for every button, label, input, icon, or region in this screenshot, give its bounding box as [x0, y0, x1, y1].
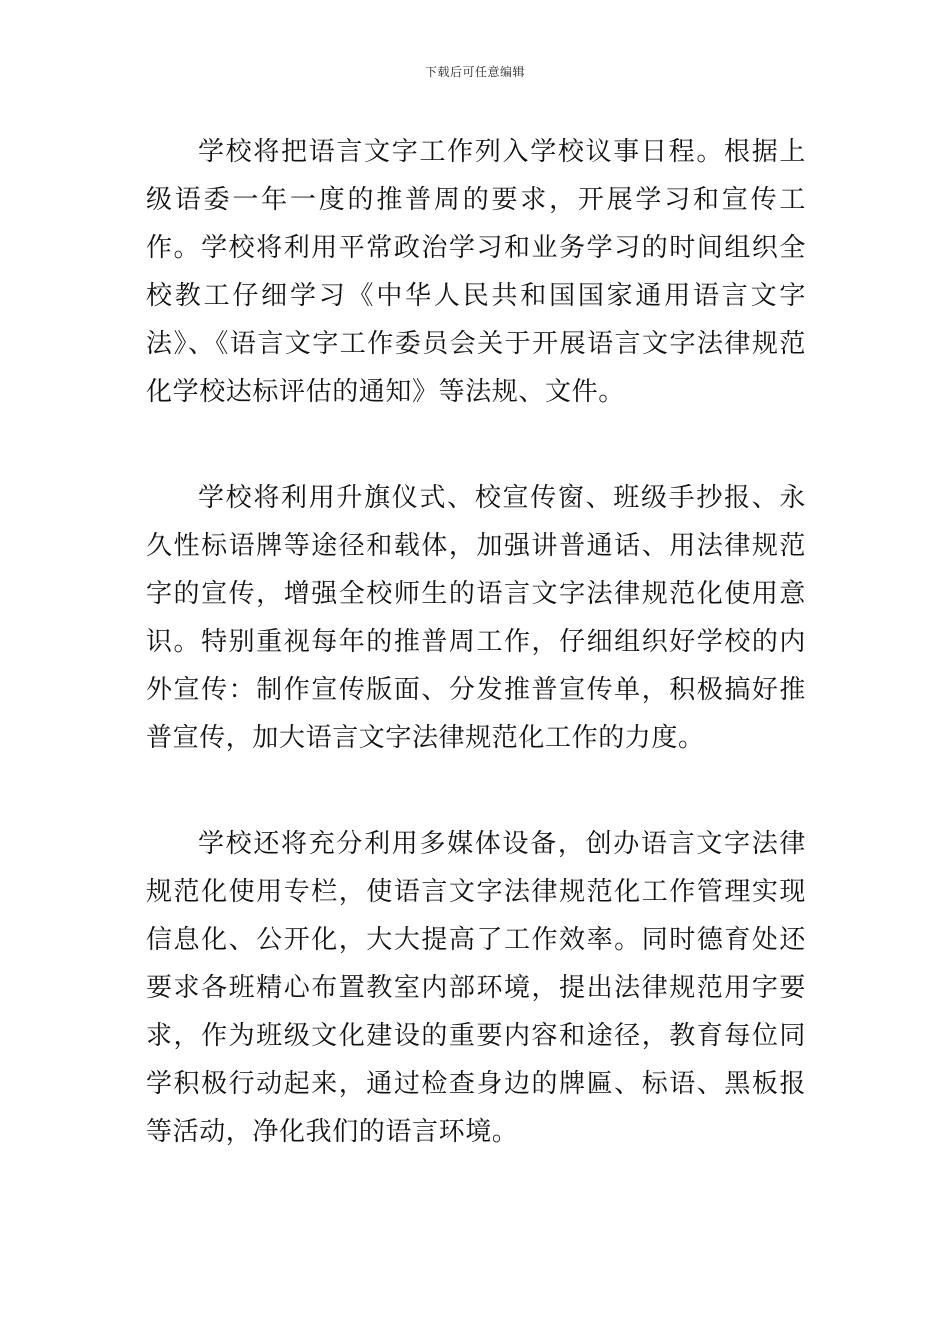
paragraph-1	[146, 128, 806, 416]
paragraph-text: 学校将利用升旗仪式、校宣传窗、班级手抄报、永久性标语牌等途径和载体，加强讲普通话、用法律规范字的宣传，增强全校师生的语言文字法律规范化使用意识。特别重视每年的推普周工作，仔细组织好学校的内外宣传：制作宣传版面、分发推普宣传单，积极搞好推普宣传，加大语言文字法律规范化工作的力度。	[146, 483, 806, 753]
paragraph-3	[146, 820, 806, 1156]
paragraph-2	[146, 474, 806, 762]
header-note: 下载后可任意编辑	[424, 65, 525, 79]
paragraph-text: 学校将把语言文字工作列入学校议事日程。根据上级语委一年一度的推普周的要求，开展学习和宣传工作。学校将利用平常政治学习和业务学习的时间组织全校教工仔细学习《中华人民共和国国家通用语言文字法》、《语言文字工作委员会关于开展语言文字法律规范化学校达标评估的通知》等法规、文件。	[146, 137, 806, 407]
paragraph-text: 学校还将充分利用多媒体设备，创办语言文字法律规范化使用专栏，使语言文字法律规范化工作管理实现信息化、公开化，大大提高了工作效率。同时德育处还要求各班精心布置教室内部环境，提出法律规范用字要求，作为班级文化建设的重要内容和途径，教育每位同学积极行动起来，通过检查身边的牌匾、标语、黑板报等活动，净化我们的语言环境。	[146, 829, 806, 1147]
